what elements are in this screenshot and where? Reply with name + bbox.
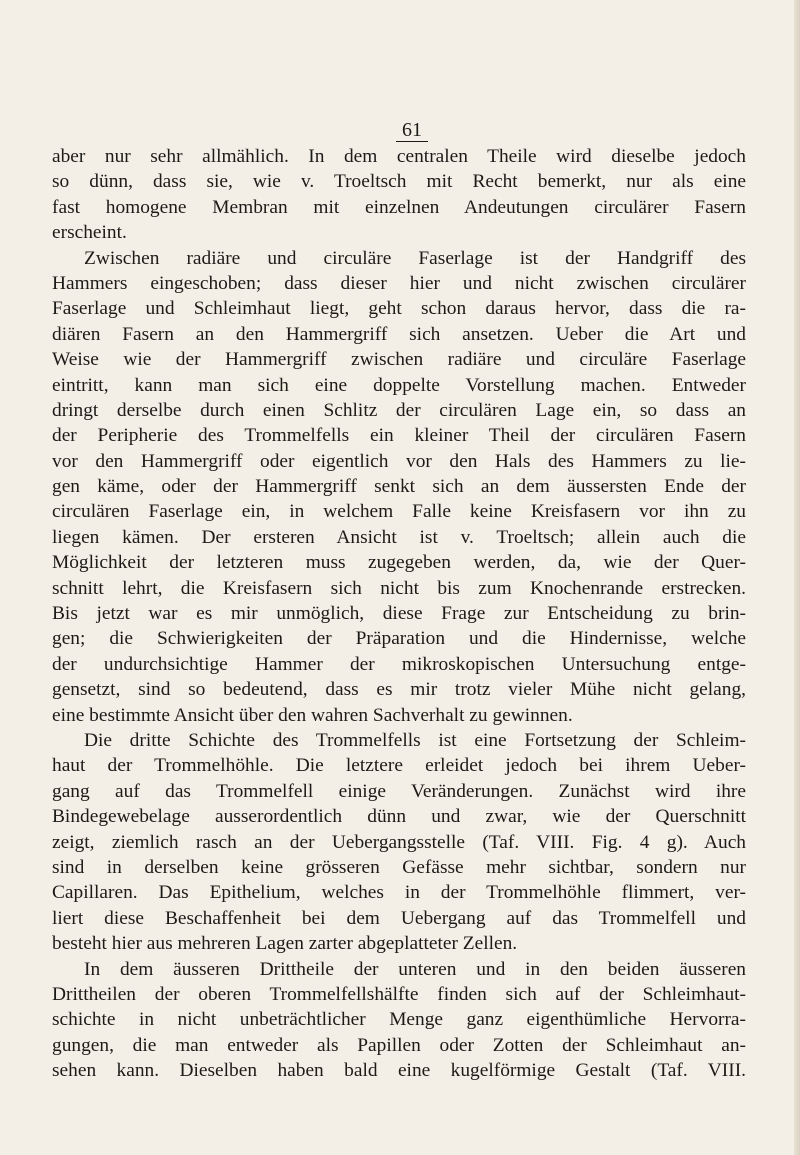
text-line: Möglichkeit der letzteren muss zugegeben werden, da, wie der Quer-: [52, 552, 746, 574]
text-line: Drittheilen der oberen Trommelfellshälfte finden sich auf der Schleimhaut-: [52, 983, 746, 1005]
text-line: aber nur sehr allmählich. In dem centralen Theile wird dieselbe jedoch: [52, 146, 746, 167]
text-line: Bindegewebelage ausserordentlich dünn und zwar, wie der Querschnitt: [52, 806, 746, 828]
page-number-text: 61: [396, 120, 428, 142]
text-line: der undurchsichtige Hammer der mikroskopischen Untersuchung entge-: [52, 653, 746, 675]
text-line: eine bestimmte Ansicht über den wahren Sachverhalt zu gewinnen.: [52, 704, 573, 726]
text-line: gungen, die man entweder als Papillen oder Zotten der Schleimhaut an-: [52, 1034, 746, 1056]
page-edge: [794, 0, 800, 1155]
text-line: gensetzt, sind so bedeutend, dass es mir trotz vieler Mühe nicht gelang,: [52, 679, 746, 701]
text-line: Bis jetzt war es mir unmöglich, diese Frage zur Entscheidung zu brin-: [52, 603, 746, 625]
text-line: erscheint.: [52, 222, 127, 244]
text-line: gen; die Schwierigkeiten der Präparation und die Hindernisse, welche: [52, 628, 746, 650]
page-number: [0, 118, 800, 142]
text-line: so dünn, dass sie, wie v. Troeltsch mit Recht bemerkt, nur als eine: [52, 171, 746, 193]
text-line: In dem äusseren Drittheile der unteren und in den beiden äusseren: [84, 958, 746, 980]
text-line: gen käme, oder der Hammergriff senkt sich an dem äussersten Ende der: [52, 476, 746, 498]
text-line: Hammers eingeschoben; dass dieser hier und nicht zwischen circulärer: [52, 272, 746, 294]
text-line: Weise wie der Hammergriff zwischen radiäre und circuläre Faserlage: [52, 349, 746, 371]
text-line: schnitt lehrt, die Kreisfasern sich nicht bis zum Knochenrande erstrecken.: [52, 577, 746, 599]
text-line: haut der Trommelhöhle. Die letztere erleidet jedoch bei ihrem Ueber-: [52, 755, 746, 777]
text-line: dringt derselbe durch einen Schlitz der circulären Lage ein, so dass an: [52, 399, 746, 421]
text-line: diären Fasern an den Hammergriff sich ansetzen. Ueber die Art und: [52, 323, 746, 345]
text-line: liert diese Beschaffenheit bei dem Uebergang auf das Trommelfell und: [52, 907, 746, 929]
text-line: Die dritte Schichte des Trommelfells ist eine Fortsetzung der Schleim-: [84, 729, 746, 751]
text-line: gang auf das Trommelfell einige Veränderungen. Zunächst wird ihre: [52, 780, 746, 802]
text-line: besteht hier aus mehreren Lagen zarter abgeplatteter Zellen.: [52, 933, 518, 955]
text-line: fast homogene Membran mit einzelnen Andeutungen circulärer Fasern: [52, 196, 746, 218]
text-line: schichte in nicht unbeträchtlicher Menge ganz eigenthümliche Hervorra-: [52, 1009, 746, 1031]
text-line: sind in derselben keine grösseren Gefässe mehr sichtbar, sondern nur: [52, 856, 746, 878]
text-line: Faserlage und Schleimhaut liegt, geht schon daraus hervor, dass die ra-: [52, 298, 746, 320]
text-line: sehen kann. Dieselben haben bald eine kugelförmige Gestalt (Taf. VIII.: [52, 1060, 746, 1082]
text-line: Zwischen radiäre und circuläre Faserlage ist der Handgriff des: [84, 247, 746, 269]
text-line: Capillaren. Das Epithelium, welches in der Trommelhöhle flimmert, ver-: [52, 882, 746, 904]
text-line: zeigt, ziemlich rasch an der Uebergangsstelle (Taf. VIII. Fig. 4 g). Auch: [52, 831, 746, 853]
text-line: eintritt, kann man sich eine doppelte Vorstellung machen. Entweder: [52, 374, 746, 396]
text-line: vor den Hammergriff oder eigentlich vor den Hals des Hammers zu lie-: [52, 450, 746, 472]
text-line: liegen kämen. Der ersteren Ansicht ist v. Troeltsch; allein auch die: [52, 526, 746, 548]
body-text: [52, 144, 746, 1083]
text-line: der Peripherie des Trommelfells ein kleiner Theil der circulären Fasern: [52, 425, 746, 447]
text-line: circulären Faserlage ein, in welchem Falle keine Kreisfasern vor ihn zu: [52, 501, 746, 523]
